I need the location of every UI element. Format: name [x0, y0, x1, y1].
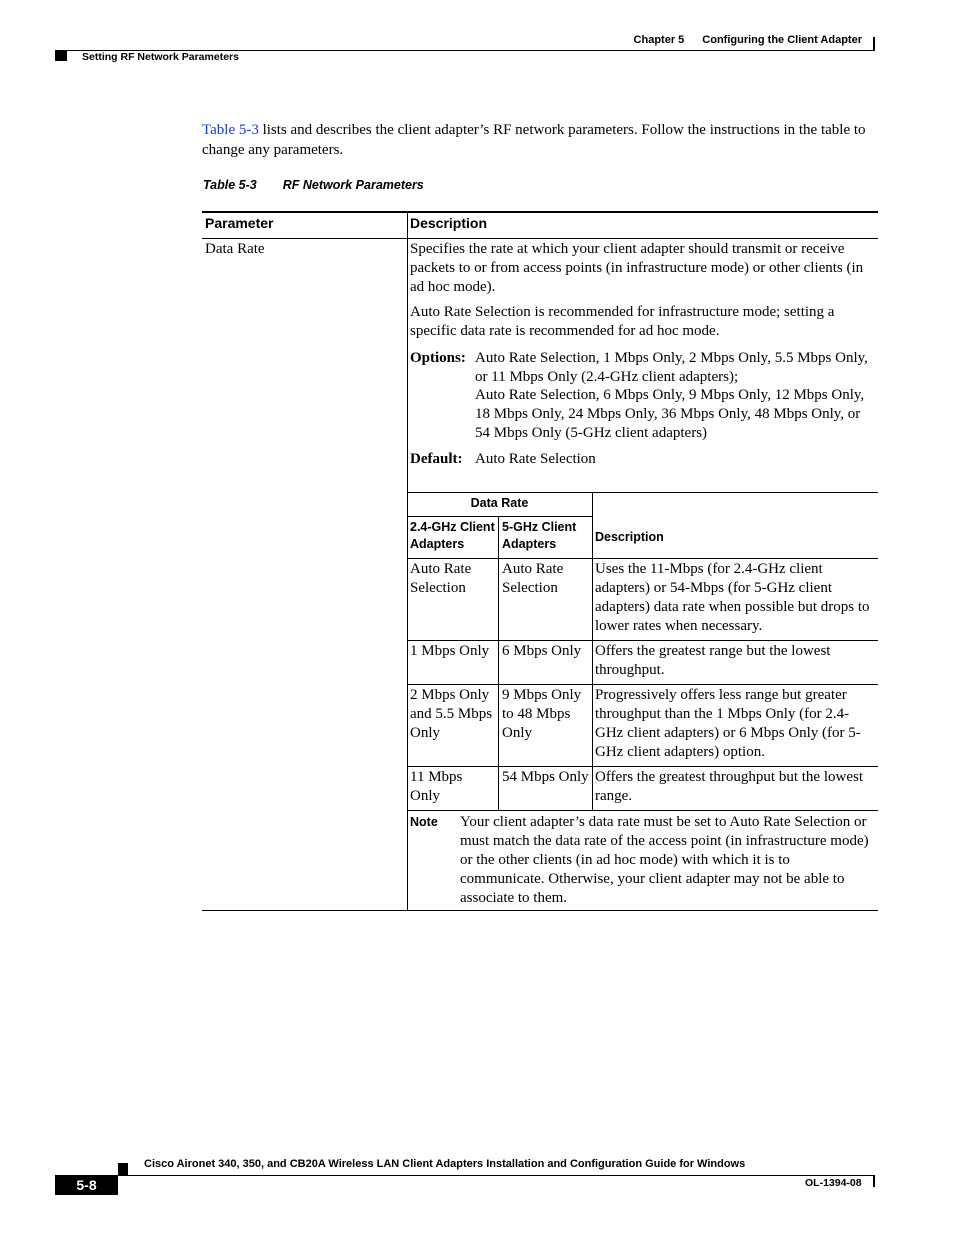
inner-row-3-desc: Progressively offers less range but greater throughput than the 1 Mbps Only (for 2.4-GHz client adapters) or 6 Mbps Only (for 5-GHz client adapters) option. — [595, 687, 861, 760]
table-link[interactable]: Table 5-3 — [202, 122, 259, 138]
page-number: 5-8 — [55, 1175, 118, 1195]
table-header-rule — [202, 238, 878, 239]
inner-header-description: Description — [595, 530, 664, 544]
inner-header-5ghz: 5-GHz Client Adapters — [502, 520, 577, 551]
table-bottom-rule — [202, 910, 878, 911]
inner-group-rule — [407, 516, 592, 517]
inner-row-rule-3 — [407, 766, 878, 767]
inner-row-3-24ghz: 2 Mbps Only and 5.5 Mbps Only — [410, 687, 493, 741]
chapter-title: Configuring the Client Adapter — [702, 34, 862, 46]
footer-marker — [118, 1163, 128, 1175]
inner-row-1-24ghz: Auto Rate Selection — [410, 561, 472, 596]
description-paragraph-1: Specifies the rate at which your client adapter should transmit or receive packets to or from access points (in infrastructure mode) or other clients (in ad hoc mode). — [410, 241, 864, 295]
chapter-number: Chapter 5 — [633, 34, 685, 46]
inner-header-24ghz: 2.4-GHz Client Adapters — [410, 520, 495, 551]
inner-row-3-5ghz: 9 Mbps Only to 48 Mbps Only — [502, 687, 582, 741]
table-top-rule — [202, 211, 878, 213]
inner-header-data-rate: Data Rate — [470, 496, 529, 510]
header-marker — [55, 51, 67, 61]
note-label: Note — [410, 815, 438, 829]
inner-row-2-24ghz: 1 Mbps Only — [410, 643, 490, 659]
header-parameter: Parameter — [205, 215, 274, 231]
inner-row-rule-1 — [407, 640, 878, 641]
document-id: OL-1394-08 — [805, 1177, 862, 1189]
inner-row-1-desc: Uses the 11-Mbps (for 2.4-GHz client adapters) or 54-Mbps (for 5-GHz client adapters) data rate when possible but drops to lower rates when necessary. — [595, 561, 870, 634]
inner-row-4-desc: Offers the greatest throughput but the lowest range. — [595, 769, 863, 804]
footer-rule — [55, 1175, 875, 1176]
running-header-section: Setting RF Network Parameters — [82, 51, 239, 63]
running-header-chapter — [634, 34, 862, 46]
options-label: Options: — [410, 350, 466, 366]
note-text: Your client adapter’s data rate must be set to Auto Rate Selection or must match the data rate of the access point (in infrastructure mode) or the other clients (in ad hoc mode) with which it is to communicate. Otherwise, your client adapter may not be able to associate to them. — [460, 814, 869, 906]
header-tick — [873, 37, 875, 50]
table-title: RF Network Parameters — [282, 178, 424, 192]
options-5ghz: Auto Rate Selection, 6 Mbps Only, 9 Mbps Only, 12 Mbps Only, 18 Mbps Only, 24 Mbps Only, 36 Mbps Only, 48 Mbps Only, or 54 Mbps Only (5-GHz client adapters) — [475, 387, 865, 441]
inner-row-4-24ghz: 11 Mbps Only — [410, 769, 463, 804]
inner-row-1-5ghz: Auto Rate Selection — [502, 561, 564, 596]
footer-tick — [873, 1175, 875, 1187]
options-24ghz: Auto Rate Selection, 1 Mbps Only, 2 Mbps Only, 5.5 Mbps Only, or 11 Mbps Only (2.4-GHz client adapters); — [475, 350, 868, 385]
table-column-divider — [407, 212, 408, 911]
inner-header-rule — [407, 558, 878, 559]
inner-col-divider-1 — [498, 517, 499, 810]
intro-paragraph — [202, 121, 882, 160]
inner-col-divider-2 — [592, 493, 593, 810]
footer-book-title: Cisco Aironet 340, 350, and CB20A Wireless LAN Client Adapters Installation and Configuration Guide for Windows — [144, 1158, 746, 1170]
inner-table-bottom — [407, 810, 878, 811]
inner-row-4-5ghz: 54 Mbps Only — [502, 769, 589, 785]
table-number: Table 5-3 — [203, 178, 257, 192]
inner-table-top — [407, 492, 878, 493]
parameter-data-rate: Data Rate — [205, 241, 265, 257]
header-description: Description — [410, 215, 488, 231]
intro-text: lists and describes the client adapter’s RF network parameters. Follow the instructions in the table to change any parameters. — [202, 122, 866, 158]
default-label: Default: — [410, 451, 463, 467]
inner-row-2-desc: Offers the greatest range but the lowest throughput. — [595, 643, 831, 678]
default-value: Auto Rate Selection — [475, 451, 596, 467]
table-caption — [203, 178, 424, 192]
description-paragraph-2: Auto Rate Selection is recommended for infrastructure mode; setting a specific data rate is recommended for ad hoc mode. — [410, 304, 835, 339]
inner-row-rule-2 — [407, 684, 878, 685]
inner-row-2-5ghz: 6 Mbps Only — [502, 643, 582, 659]
